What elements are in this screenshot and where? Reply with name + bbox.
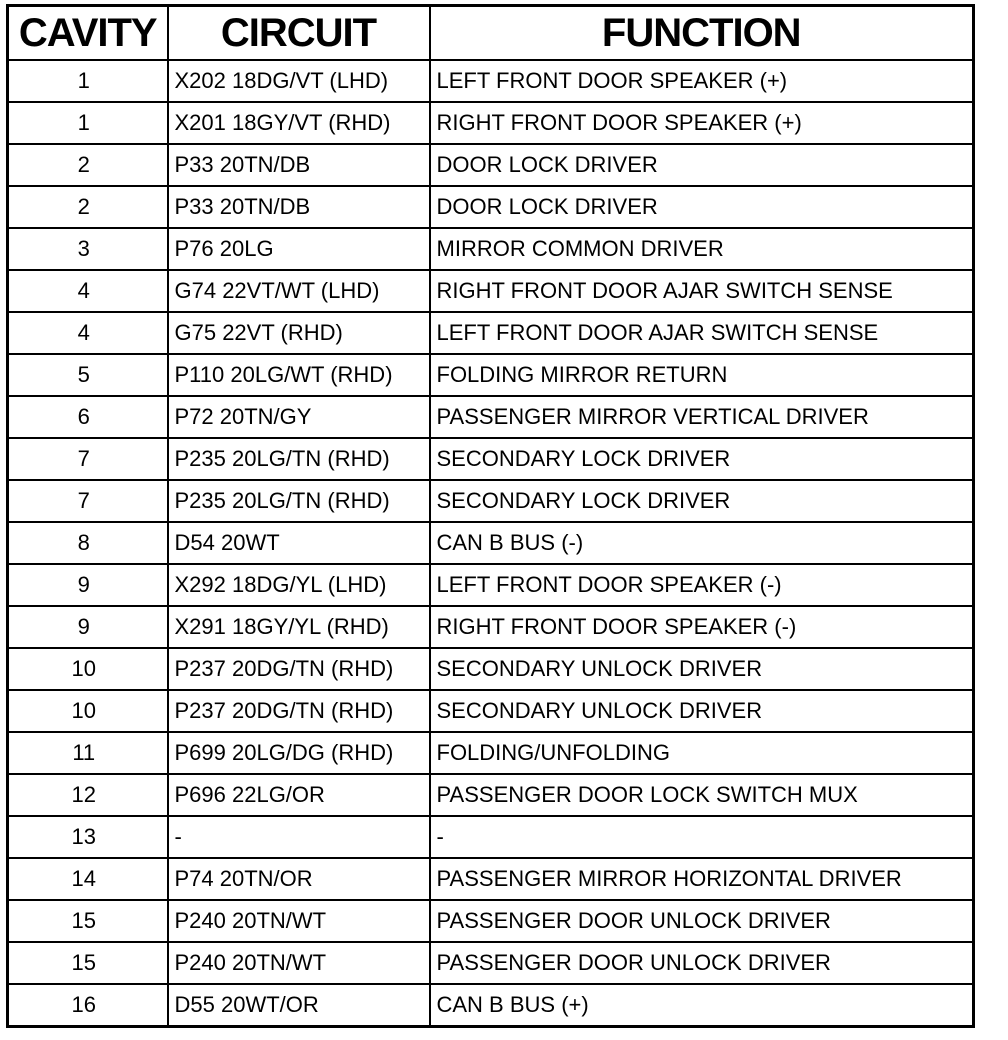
- function-cell: SECONDARY UNLOCK DRIVER: [430, 648, 974, 690]
- cavity-cell: 4: [8, 312, 168, 354]
- table-row: [8, 732, 974, 774]
- table-row: [8, 480, 974, 522]
- table-row: [8, 606, 974, 648]
- function-cell: RIGHT FRONT DOOR SPEAKER (+): [430, 102, 974, 144]
- circuit-cell: P237 20DG/TN (RHD): [168, 690, 430, 732]
- function-cell: LEFT FRONT DOOR SPEAKER (-): [430, 564, 974, 606]
- circuit-cell: P110 20LG/WT (RHD): [168, 354, 430, 396]
- cavity-cell: 2: [8, 144, 168, 186]
- table-row: [8, 942, 974, 984]
- circuit-cell: D55 20WT/OR: [168, 984, 430, 1027]
- table-row: [8, 228, 974, 270]
- table-row: [8, 102, 974, 144]
- function-cell: FOLDING MIRROR RETURN: [430, 354, 974, 396]
- function-cell: RIGHT FRONT DOOR SPEAKER (-): [430, 606, 974, 648]
- cavity-cell: 16: [8, 984, 168, 1027]
- function-cell: LEFT FRONT DOOR SPEAKER (+): [430, 60, 974, 102]
- cavity-cell: 6: [8, 396, 168, 438]
- circuit-cell: P72 20TN/GY: [168, 396, 430, 438]
- table-row: [8, 564, 974, 606]
- table-row: [8, 648, 974, 690]
- cavity-cell: 9: [8, 564, 168, 606]
- function-cell: PASSENGER MIRROR VERTICAL DRIVER: [430, 396, 974, 438]
- table-header: [8, 6, 974, 61]
- circuit-cell: P76 20LG: [168, 228, 430, 270]
- circuit-cell: P699 20LG/DG (RHD): [168, 732, 430, 774]
- table-row: [8, 984, 974, 1027]
- table-row: [8, 438, 974, 480]
- function-cell: PASSENGER DOOR UNLOCK DRIVER: [430, 900, 974, 942]
- function-cell: FOLDING/UNFOLDING: [430, 732, 974, 774]
- cavity-cell: 10: [8, 690, 168, 732]
- table-row: [8, 144, 974, 186]
- cavity-cell: 11: [8, 732, 168, 774]
- function-cell: SECONDARY LOCK DRIVER: [430, 480, 974, 522]
- function-cell: PASSENGER DOOR UNLOCK DRIVER: [430, 942, 974, 984]
- circuit-cell: G75 22VT (RHD): [168, 312, 430, 354]
- circuit-cell: P235 20LG/TN (RHD): [168, 438, 430, 480]
- cavity-cell: 7: [8, 438, 168, 480]
- header-function: FUNCTION: [430, 6, 974, 61]
- cavity-cell: 2: [8, 186, 168, 228]
- circuit-cell: -: [168, 816, 430, 858]
- circuit-cell: X291 18GY/YL (RHD): [168, 606, 430, 648]
- table-row: [8, 354, 974, 396]
- cavity-cell: 12: [8, 774, 168, 816]
- table-row: [8, 270, 974, 312]
- table-row: [8, 900, 974, 942]
- cavity-cell: 10: [8, 648, 168, 690]
- table-row: [8, 858, 974, 900]
- cavity-cell: 15: [8, 900, 168, 942]
- table-row: [8, 396, 974, 438]
- circuit-cell: X202 18DG/VT (LHD): [168, 60, 430, 102]
- function-cell: DOOR LOCK DRIVER: [430, 144, 974, 186]
- cavity-cell: 5: [8, 354, 168, 396]
- cavity-cell: 1: [8, 60, 168, 102]
- connector-pinout-table: [6, 4, 975, 1028]
- function-cell: RIGHT FRONT DOOR AJAR SWITCH SENSE: [430, 270, 974, 312]
- table-row: [8, 186, 974, 228]
- table-row: [8, 60, 974, 102]
- table-row: [8, 816, 974, 858]
- cavity-cell: 8: [8, 522, 168, 564]
- cavity-cell: 1: [8, 102, 168, 144]
- function-cell: MIRROR COMMON DRIVER: [430, 228, 974, 270]
- circuit-cell: P33 20TN/DB: [168, 186, 430, 228]
- header-circuit: CIRCUIT: [168, 6, 430, 61]
- cavity-cell: 4: [8, 270, 168, 312]
- function-cell: LEFT FRONT DOOR AJAR SWITCH SENSE: [430, 312, 974, 354]
- circuit-cell: P74 20TN/OR: [168, 858, 430, 900]
- cavity-cell: 3: [8, 228, 168, 270]
- cavity-cell: 15: [8, 942, 168, 984]
- table-row: [8, 774, 974, 816]
- table-row: [8, 312, 974, 354]
- table-body: [8, 60, 974, 1027]
- circuit-cell: P235 20LG/TN (RHD): [168, 480, 430, 522]
- cavity-cell: 9: [8, 606, 168, 648]
- function-cell: PASSENGER MIRROR HORIZONTAL DRIVER: [430, 858, 974, 900]
- circuit-cell: X292 18DG/YL (LHD): [168, 564, 430, 606]
- circuit-cell: X201 18GY/VT (RHD): [168, 102, 430, 144]
- circuit-cell: P240 20TN/WT: [168, 942, 430, 984]
- function-cell: SECONDARY LOCK DRIVER: [430, 438, 974, 480]
- header-cavity: CAVITY: [8, 6, 168, 61]
- function-cell: -: [430, 816, 974, 858]
- circuit-cell: P696 22LG/OR: [168, 774, 430, 816]
- function-cell: CAN B BUS (+): [430, 984, 974, 1027]
- cavity-cell: 7: [8, 480, 168, 522]
- cavity-cell: 13: [8, 816, 168, 858]
- table-row: [8, 690, 974, 732]
- circuit-cell: P240 20TN/WT: [168, 900, 430, 942]
- circuit-cell: G74 22VT/WT (LHD): [168, 270, 430, 312]
- circuit-cell: D54 20WT: [168, 522, 430, 564]
- table-row: [8, 522, 974, 564]
- function-cell: SECONDARY UNLOCK DRIVER: [430, 690, 974, 732]
- cavity-cell: 14: [8, 858, 168, 900]
- function-cell: CAN B BUS (-): [430, 522, 974, 564]
- function-cell: PASSENGER DOOR LOCK SWITCH MUX: [430, 774, 974, 816]
- header-row: [8, 6, 974, 61]
- function-cell: DOOR LOCK DRIVER: [430, 186, 974, 228]
- circuit-cell: P237 20DG/TN (RHD): [168, 648, 430, 690]
- circuit-cell: P33 20TN/DB: [168, 144, 430, 186]
